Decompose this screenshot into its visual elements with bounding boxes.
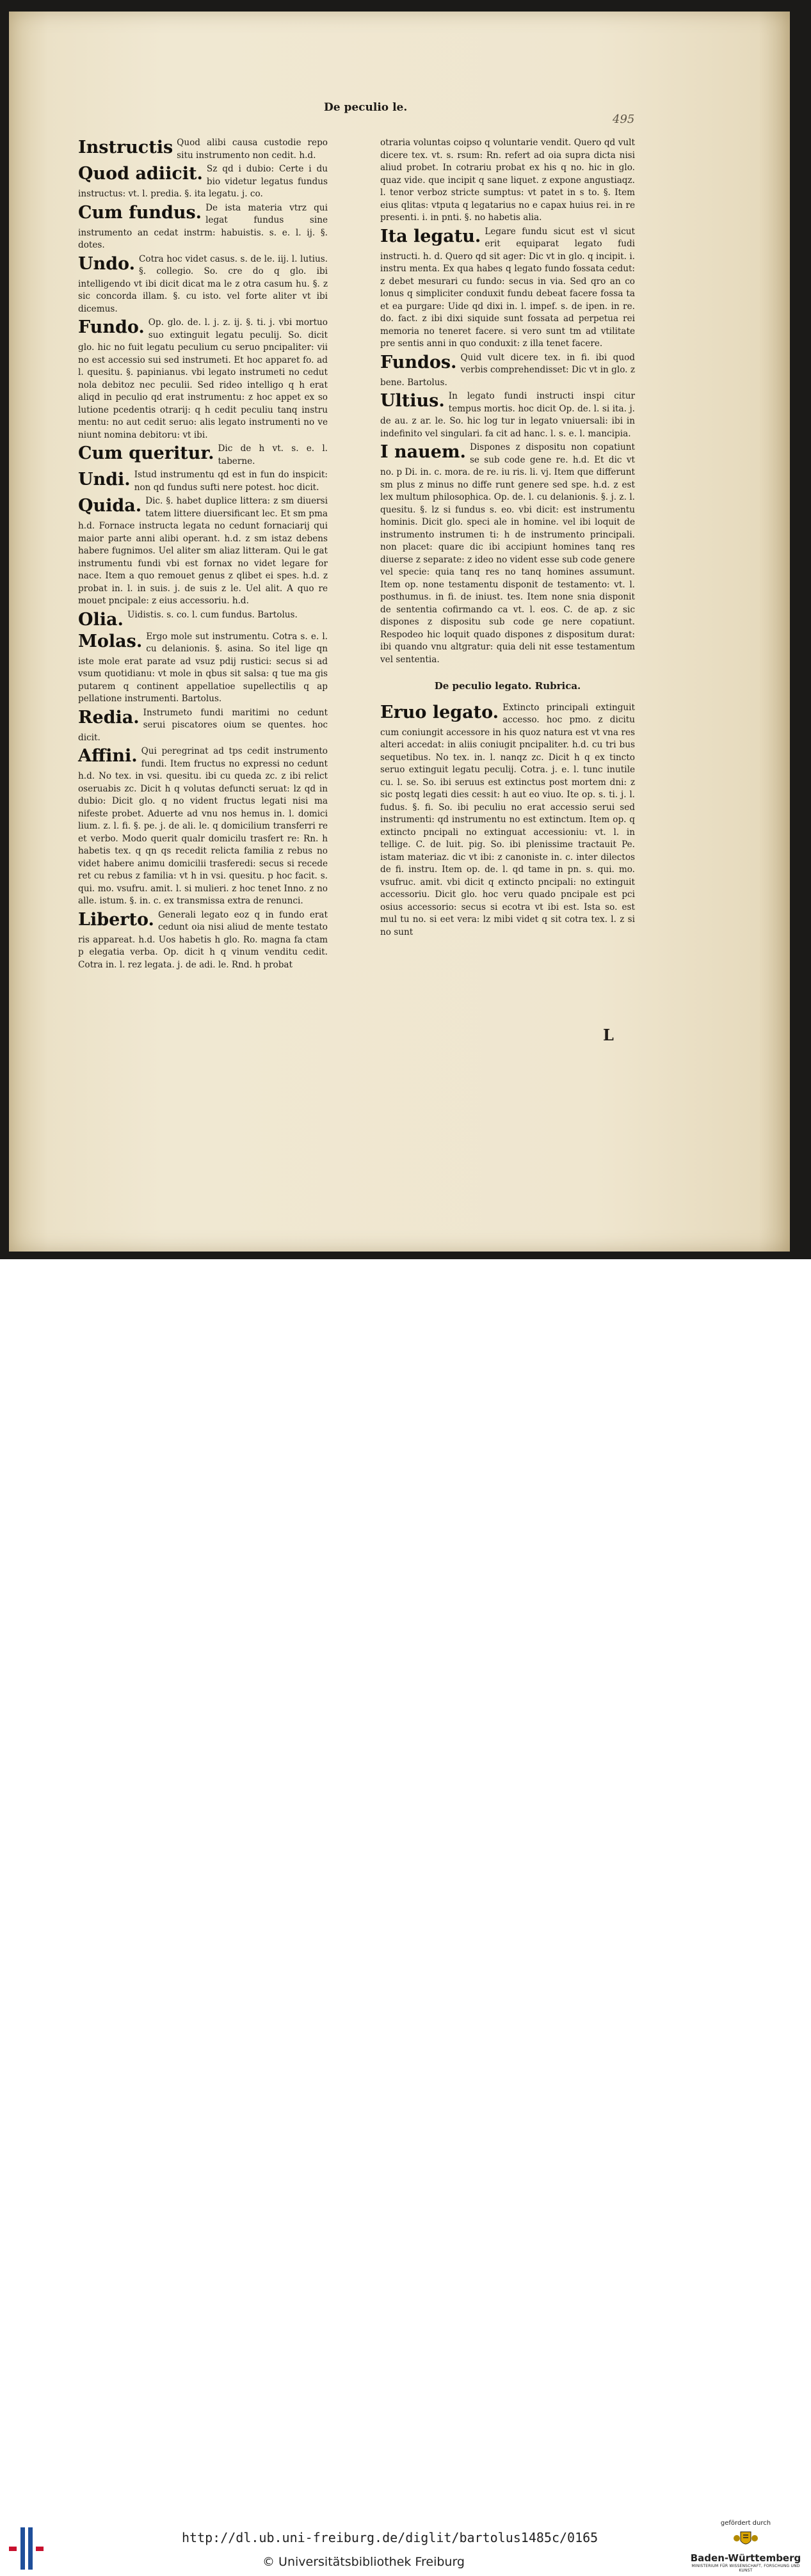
commentary-entry <box>78 609 328 630</box>
funded-by-label: gefördert durch <box>720 2520 771 2527</box>
lemma-heading: Olia. <box>78 609 124 630</box>
commentary-entry <box>78 909 328 972</box>
gloss-text: Uidistis. s. co. l. cum fundus. Bartolus. <box>127 609 298 620</box>
lemma-heading: Undo. <box>78 253 135 274</box>
sponsor-block <box>685 2518 807 2576</box>
permalink-url[interactable]: http://dl.ub.uni-freiburg.de/diglit/bartolus1485c/0165 <box>182 2530 598 2545</box>
gloss-text: Generali legato eoz q in fundo erat cedunt oia nisi aliud de mente testato ris appareat. h.d. Uos habetis h glo. Ro. magna fa ctam p elegatia verba. Op. dicit h q vinum venditu cedit. Cotra in. l. rez legata. j. de adi. le. Rnd. h probat <box>78 909 328 970</box>
commentary-entry <box>380 702 635 939</box>
gloss-text: De ista materia vtrz qui legat fundus sine instrumento an cedat instrm: habuistis. s. e. l. ij. §. dotes. <box>78 202 328 250</box>
running-head: De peculio le. <box>324 101 408 114</box>
lemma-heading: Eruo legato. <box>380 702 499 722</box>
folio-number: 495 <box>613 113 635 126</box>
commentary-entry <box>78 317 328 441</box>
footer-bar <box>0 1259 811 2573</box>
gloss-text: Dispones z dispositu non copatiunt se sub code gene re. h.d. Et dic vt no. p Di. in. c. mora. de re. iu ris. li. vj. Item que differunt sm plus z minus no diffe runt genere sed spe. h.d. z est lex multum philosophica. Op. de. l. cu delanionis. §. j. z. l. quesitu. §. lz si fundus s. eo. vbi dicit: est instrumentu hominis. Dicit glo. speci ale in homine. vel ibi loquit de instrumento instrumen ti: h de instrumento principali. non placet: quare dic ibi accipiunt homines tanq res diuerse z separate: z ideo no vident esse sub code genere vel specie: quia tanq res no tanq homines assumunt. Item op. none testamentu disponit de testamento: vt. l. posthumus. in fi. de iniust. tes. Item none snia disponit de sententia cofirmando ca vt. l. eos. C. de ap. z sic dispones z dispositu sub code ge nere copatiunt. Respodeo hic loquit quado dispones z dispositum durat: ibi quando vnu altgratur: quia deli nit esse testamentum vel sententia. <box>380 442 635 665</box>
gloss-text: otraria voluntas coipso q voluntarie vendit. Quero qd vult dicere tex. vt. s. rsum: Rn. refert ad oia supra dicta nisi aliud probet. In cotrariu probat ex his q no. hic in glo. quaz vide. que incipit q sane liquet. z expone angustiaqz. l. tenor verboz stricte sumptus: vt patet in s to. §. Item eius qlitas: vtputa q legatarius no e capax huius rei. in re presenti. i. in pnti. §. no habetis alia. <box>380 138 635 223</box>
gloss-text: Cotra hoc videt casus. s. de le. iij. l. lutius. §. collegio. So. cre do q glo. ibi intelligendo vt ibi dicit dicat ma le z otra casum hu. §. z sic concorda illam. §. cu isto. vel forte aliter vt ibi dicemus. <box>78 253 328 314</box>
commentary-entry <box>78 469 328 494</box>
lemma-heading: Cum fundus. <box>78 202 202 223</box>
commentary-entry <box>78 745 328 908</box>
gloss-text: Instrumeto fundi maritimi no cedunt serui piscatores oium se quentes. hoc dicit. <box>78 707 328 743</box>
commentary-entry <box>78 163 328 201</box>
gloss-text: Sz qd i dubio: Certe i du bio videtur legatus fundus instructus: vt. l. predia. §. ita legatu. j. co. <box>78 164 328 199</box>
commentary-entry <box>380 226 635 351</box>
lemma-heading: Ultius. <box>380 391 445 411</box>
lemma-heading: Quod adiicit. <box>78 164 203 184</box>
lemma-heading: Affini. <box>78 746 138 766</box>
commentary-entry <box>380 390 635 440</box>
manuscript-page <box>9 12 790 1252</box>
scan-background <box>0 0 811 1259</box>
ministry-name: MINISTERIUM FÜR WISSENSCHAFT, FORSCHUNG UND KUNST <box>691 2564 800 2573</box>
state-name: Baden-Württemberg <box>690 2552 801 2564</box>
commentary-entry <box>78 707 328 745</box>
library-logo <box>9 2527 45 2570</box>
commentary-entry <box>380 441 635 666</box>
gloss-text: In legato fundi instructi inspi citur tempus mortis. hoc dicit Op. de. l. si ita. j. de au. z ar. le. So. hic log tur in legato vniuersali: ibi in indefinito vel singulari. fa cit ad hanc. l. s. e. l. mancipia. <box>380 391 635 439</box>
left-column <box>78 137 328 973</box>
gloss-text: Quod alibi causa custodie repo situ instrumento non cedit. h.d. <box>177 138 328 161</box>
lemma-heading: Quida. <box>78 496 142 516</box>
gloss-text: Quid vult dicere tex. in fi. ibi quod verbis comprehendisset: Dic vt in glo. z bene. Bartolus. <box>380 352 635 388</box>
signature-mark: L <box>603 1026 614 1044</box>
lemma-heading: Redia. <box>78 707 140 727</box>
commentary-entry <box>78 631 328 706</box>
right-column <box>380 137 635 940</box>
lemma-heading: Fundos. <box>380 352 457 372</box>
gloss-text: Legare fundu sicut est vl sicut erit equiparat legato fudi instructi. h. d. Quero qd sit ager: Dic vt in glo. q incipit. i. instru menta. Ex qua habes q legato fundo fossata cedut: z debet mesurari cu fundo: secus in via. Sed qro an co lonus q simpliciter conduxit fundu debeat facere fossa ta et ea purgare: Uide qd dixi in. l. impef. s. de ipen. in re. do. fact. z ibi dixi siquide sunt fossata ad perpetua rei memoria no teneret facere. si vero sunt tm ad vtilitate pre sentis anni in quo conduxit: z illa tenet facere. <box>380 226 635 349</box>
commentary-entry <box>78 202 328 252</box>
copyright-text: © Universitätsbibliothek Freiburg <box>262 2555 465 2569</box>
lemma-heading: Liberto. <box>78 909 154 930</box>
lemma-heading: I nauem. <box>380 442 466 462</box>
gloss-text: Extincto principali extinguit accesso. hoc pmo. z dicitu cum coniungit accessore in his quoz natura est vt vna res alteri accedat: in aliis coniugit pncipaliter. h.d. cu tri bus sequetibus. No tex. in. l. nanqz zc. Dicit h q ex tincto seruo extinguit legatu peculij. Cotra. j. e. l. tunc inutile cu. l. se. So. ibi seruus est extinctus post mortem dni: z sic postq legati dies cessit: h aut eo viuo. Ite op. s. ti. j. l. fudus. §. fi. So. ibi peculiu no erat accessio serui sed instrumenti: qd instrumentu no est extinctum. Item op. q extincto pncipali no extinguat accessioniu: vt. l. in tellige. C. de luit. pig. So. ibi plenissime tractauit Pe. istam materiaz. dic vt ibi: z canoniste in. c. inter dilectos de fi. instru. Item op. de. l. qd tame in pn. s. qui. mo. vsufruc. amit. vbi dicit q extincto pncipali: no extinguit accessoriu. Dicit glo. hoc veru quado pncipale est pci osius accessorio: secus si ecotra vt ibi est. Ista so. est mul tu no. si eet vera: lz mibi videt q sit cotra tex. l. z si no sunt <box>380 702 635 937</box>
gloss-text: Op. glo. de. l. j. z. ij. §. ti. j. vbi mortuo suo extinguit legatu peculij. So. dicit glo. hic no fuit legatu peculium cu seruo pncipaliter: vii no est accessio sui sed instrumeti. Et hoc apparet fo. ad l. quesitu. §. papinianus. vbi legato instrumeti no cedut nola debitoz nec peculii. Sed rideo intelligo q h erat aliqd in peculio qd erat instrumentu: z hoc appet ex so lutione pcedentis otrarij: q h cedit peculiu tanq instru mentu: no aut cedit seruo: alis legato instrumenti no ve niunt nomina debitoru: vt ibi. <box>78 317 328 440</box>
commentary-entry <box>380 137 635 225</box>
gloss-text: Qui peregrinat ad tps cedit instrumento fundi. Item fructus no expressi no cedunt h.d. No tex. in vsi. quesitu. ibi cu queda zc. z ibi relict oseruabis zc. Dicit h q volutas defuncti seruat: lz qd in dubio: Dicit glo. q no vident fructus legati nisi ma nifeste probet. Aduerte ad vnu nos hemus in. l. domici lium. z. l. fi. §. pe. j. de ali. le. q domicilium transferri re et verbo. Modo querit qualr domicilu trasfert re: Rn. h habetis tex. q qn qs recedit relicta familia z rebus no videt habere animu domicilii trasferedi: secus si recede ret cu rebus z familia: vt h in vsi. quesitu. p hoc facit. s. qui. mo. vsufru. amit. l. si mulieri. z hoc tenet Inno. z no alle. istum. §. in. c. ex transmissa extra de renunci. <box>78 746 328 906</box>
gloss-text: Dic. §. habet duplice littera: z sm diuersi tatem littere diuersificant lec. Et sm pma h.d. Fornace instructa legata no cedunt fornaciarij qui maior parte anni alibi operant. h.d. z sm istaz debens habere fugnimos. Uel aliter sm aliaz litteram. Qui le gat instrumentu fundi vbi est fornax no videt legare for nace. Item a quo remouet genus z qlibet ei spes. h.d. z probat in. l. in suis. j. de suis z le. Uel alit. A quo re mouet pncipale: z eius accessoriu. h.d. <box>78 496 328 606</box>
commentary-entry <box>78 443 328 468</box>
gloss-text: Dic de h vt. s. e. l. taberne. <box>218 443 328 466</box>
lemma-heading: Ita legatu. <box>380 226 481 246</box>
state-crest-icon <box>731 2529 760 2548</box>
commentary-entry <box>380 352 635 390</box>
section-heading: De peculio legato. Rubrica. <box>434 680 581 692</box>
lemma-heading: Cum queritur. <box>78 443 214 463</box>
gloss-text: Ergo mole sut instrumentu. Cotra s. e. l. cu delanionis. §. asina. So itel lige qn iste mole erat parate ad vsuz pdij rustici: secus si ad vsum quotidianu: vt mole in qbus sit salsa: q tue ma gis putarem q continent appellatioe supellectilis q ap pellatione instrumenti. Bartolus. <box>78 631 328 704</box>
lemma-heading: Fundo. <box>78 317 145 337</box>
gloss-text: Istud instrumentu qd est in fun do inspicit: non qd fundus sufti nere potest. hoc dicit. <box>134 470 328 493</box>
lemma-heading: Instructis <box>78 138 173 157</box>
commentary-entry <box>78 495 328 608</box>
commentary-entry <box>78 253 328 316</box>
lemma-heading: Undi. <box>78 470 131 489</box>
lemma-heading: Molas. <box>78 631 143 651</box>
commentary-entry <box>78 137 328 162</box>
